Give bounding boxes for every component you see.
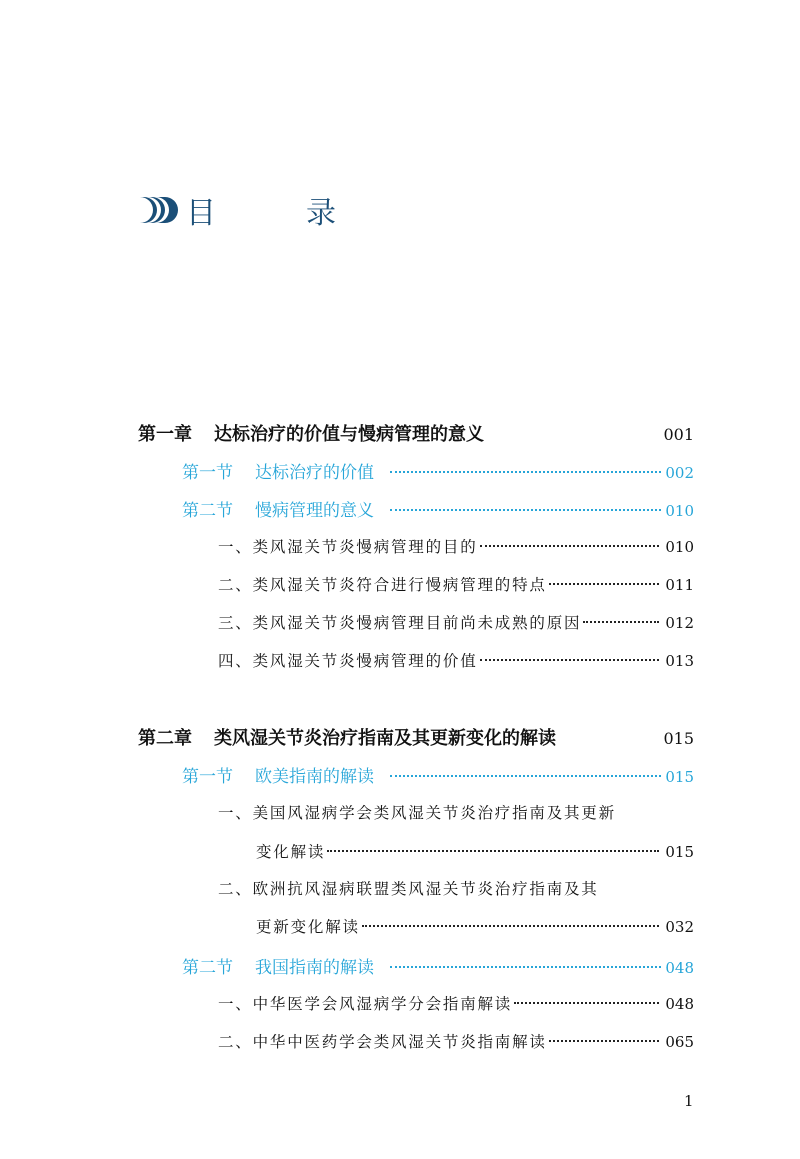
item-continuation-2-1-1[interactable] (256, 840, 694, 862)
chapter-page: 015 (663, 729, 694, 748)
section-page: 010 (665, 502, 694, 520)
dot-leader (390, 509, 661, 511)
toc-header (138, 190, 366, 230)
section-title: 达标治疗的价值 (255, 463, 374, 483)
item-entry-1-2-4[interactable] (218, 649, 694, 671)
item-text: 一、美国风湿病学会类风湿关节炎治疗指南及其更新 (218, 804, 616, 822)
item-page: 032 (665, 918, 694, 936)
chapter-title: 达标治疗的价值与慢病管理的意义 (214, 424, 484, 445)
item-page: 048 (665, 995, 694, 1013)
item-text: 一、中华医学会风湿病学分会指南解读 (218, 995, 513, 1013)
dot-leader (549, 1040, 660, 1042)
page-number: 1 (684, 1092, 694, 1110)
item-entry-1-2-3[interactable] (218, 611, 694, 633)
item-page: 010 (665, 538, 694, 556)
item-text: 二、欧洲抗风湿病联盟类风湿关节炎治疗指南及其 (218, 880, 599, 898)
section-entry-1-1[interactable] (182, 458, 694, 483)
item-page: 065 (665, 1033, 694, 1051)
chapter-title: 类风湿关节炎治疗指南及其更新变化的解读 (214, 728, 556, 749)
item-text: 二、中华中医药学会类风湿关节炎指南解读 (218, 1033, 547, 1051)
chapter-entry-2[interactable] (138, 724, 694, 750)
item-text: 三、类风湿关节炎慢病管理目前尚未成熟的原因 (218, 614, 582, 632)
item-page: 012 (665, 614, 694, 632)
dot-leader (514, 1002, 659, 1004)
dot-leader (390, 471, 661, 473)
section-entry-1-2[interactable] (182, 496, 694, 521)
chapter-entry-1[interactable] (138, 420, 694, 446)
chapter-page: 001 (663, 425, 694, 444)
section-page: 015 (665, 768, 694, 786)
item-entry-1-2-2[interactable] (218, 573, 694, 595)
section-title: 我国指南的解读 (255, 958, 374, 978)
section-label: 第二节 (182, 501, 233, 521)
item-page: 015 (665, 843, 694, 861)
item-page: 013 (665, 652, 694, 670)
item-entry-2-2-2[interactable] (218, 1030, 694, 1052)
dot-leader (480, 545, 660, 547)
section-entry-2-1[interactable] (182, 762, 694, 787)
section-page: 002 (665, 464, 694, 482)
item-continuation-2-1-2[interactable] (256, 915, 694, 937)
dot-leader (327, 850, 659, 852)
dot-leader (362, 925, 660, 927)
dot-leader (390, 966, 661, 968)
section-title: 欧美指南的解读 (255, 767, 374, 787)
item-entry-2-2-1[interactable] (218, 992, 694, 1014)
item-text: 四、类风湿关节炎慢病管理的价值 (218, 652, 478, 670)
item-entry-2-1-2[interactable] (218, 877, 694, 899)
item-page: 011 (665, 576, 694, 594)
dot-leader (480, 659, 660, 661)
double-arc-emblem-icon (138, 197, 178, 223)
chapter-label: 第二章 (138, 728, 192, 749)
toc-title: 目 录 (186, 196, 366, 231)
item-continuation-text: 更新变化解读 (256, 918, 360, 936)
dot-leader (390, 775, 661, 777)
item-text: 二、类风湿关节炎符合进行慢病管理的特点 (218, 576, 547, 594)
item-entry-2-1-1[interactable] (218, 801, 694, 823)
section-label: 第二节 (182, 958, 233, 978)
chapter-label: 第一章 (138, 424, 192, 445)
item-text: 一、类风湿关节炎慢病管理的目的 (218, 538, 478, 556)
section-page: 048 (665, 959, 694, 977)
section-label: 第一节 (182, 463, 233, 483)
dot-leader (583, 621, 659, 623)
item-continuation-text: 变化解读 (256, 843, 326, 861)
item-entry-1-2-1[interactable] (218, 535, 694, 557)
dot-leader (549, 583, 660, 585)
section-entry-2-2[interactable] (182, 953, 694, 978)
section-label: 第一节 (182, 767, 233, 787)
section-title: 慢病管理的意义 (255, 501, 374, 521)
